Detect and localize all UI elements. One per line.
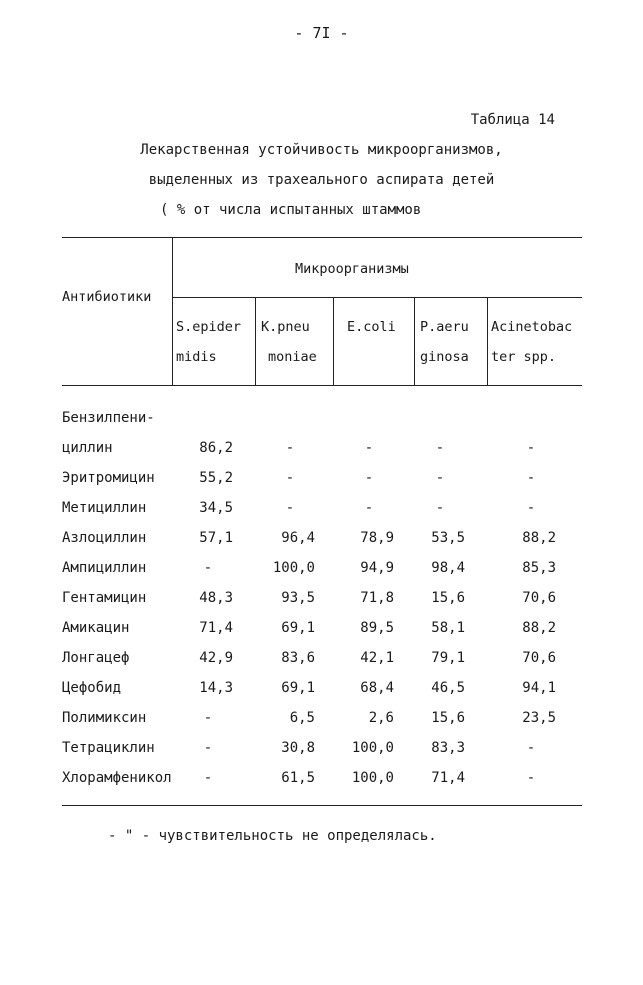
table-cell: 86,2 — [199, 440, 233, 456]
table-cell: 89,5 — [360, 620, 394, 636]
table-cell: - — [203, 710, 213, 726]
table-cell: - — [435, 470, 445, 486]
table-cell: 69,1 — [281, 680, 315, 696]
column-separator-4 — [487, 297, 488, 385]
table-cell: 93,5 — [281, 590, 315, 606]
table-caption-line-2: выделенных из трахеального аспирата детей — [148, 172, 495, 188]
table-cell: 85,3 — [522, 560, 556, 576]
table-cell: 69,1 — [281, 620, 315, 636]
table-cell: 88,2 — [522, 530, 556, 546]
table-cell: 68,4 — [360, 680, 394, 696]
table-cell: 100,0 — [351, 740, 394, 756]
table-cell: - — [364, 500, 374, 516]
row-name: Лонгацеф — [62, 650, 130, 666]
column-header-p-aeruginosa-line2: ginosa — [420, 349, 469, 365]
table-cell: 98,4 — [431, 560, 465, 576]
row-name: Амикацин — [62, 620, 130, 636]
table-cell: - — [526, 440, 536, 456]
table-cell: - — [364, 440, 374, 456]
table-cell: - — [435, 440, 445, 456]
table-cell: 100,0 — [272, 560, 315, 576]
column-separator-3 — [414, 297, 415, 385]
antibiotics-header: Антибиотики — [62, 289, 152, 305]
table-cell: 88,2 — [522, 620, 556, 636]
row-name: Хлорамфеникол — [62, 770, 172, 786]
table-cell: 83,6 — [281, 650, 315, 666]
column-separator-1 — [255, 297, 256, 385]
table-cell: 70,6 — [522, 650, 556, 666]
column-header-s-epidermidis-line2: midis — [176, 349, 217, 365]
table-cell: - — [203, 560, 213, 576]
header-mid-rule — [172, 297, 582, 298]
table-cell: - — [364, 470, 374, 486]
column-header-e-coli: E.coli — [347, 319, 396, 335]
row-name: Метициллин — [62, 500, 147, 516]
column-header-k-pneumoniae: K.pneu — [261, 319, 310, 335]
table-cell: 83,3 — [431, 740, 465, 756]
table-cell: 53,5 — [431, 530, 465, 546]
table-cell: - — [203, 740, 213, 756]
table-cell: - — [526, 740, 536, 756]
table-cell: 57,1 — [199, 530, 233, 546]
page-number: - 7I - — [294, 24, 349, 42]
table-cell: 42,9 — [199, 650, 233, 666]
microorganisms-header: Микроорганизмы — [295, 261, 409, 277]
table-cell: - — [526, 470, 536, 486]
table-cell: 15,6 — [431, 590, 465, 606]
table-cell: - — [285, 470, 295, 486]
table-cell: 79,1 — [431, 650, 465, 666]
table-cell: - — [203, 770, 213, 786]
row-name: Тетрациклин — [62, 740, 155, 756]
table-bottom-rule — [62, 805, 582, 806]
header-bottom-rule — [62, 385, 582, 386]
table-cell: 70,6 — [522, 590, 556, 606]
table-caption-line-1: Лекарственная устойчивость микроорганизмов, — [140, 142, 503, 158]
table-cell: 100,0 — [351, 770, 394, 786]
column-header-acinetobacter: Acinetobac — [491, 319, 573, 335]
row-name: Бензилпени- — [62, 410, 155, 426]
table-cell: - — [526, 770, 536, 786]
table-cell: 71,4 — [199, 620, 233, 636]
column-separator-2 — [333, 297, 334, 385]
table-cell: 94,1 — [522, 680, 556, 696]
table-cell: 71,4 — [431, 770, 465, 786]
footnote: - " - чувствительность не определялась. — [108, 828, 437, 844]
table-cell: - — [435, 500, 445, 516]
row-name: Ампициллин — [62, 560, 147, 576]
table-cell: 30,8 — [281, 740, 315, 756]
row-name: Полимиксин — [62, 710, 147, 726]
table-cell: 96,4 — [281, 530, 315, 546]
row-name: Гентамицин — [62, 590, 147, 606]
table-cell: 15,6 — [431, 710, 465, 726]
table-cell: 78,9 — [360, 530, 394, 546]
table-label: Таблица 14 — [470, 112, 555, 128]
table-cell: 2,6 — [368, 710, 394, 726]
row-name: циллин — [62, 440, 113, 456]
table-cell: 6,5 — [289, 710, 315, 726]
table-cell: 34,5 — [199, 500, 233, 516]
table-cell: 55,2 — [199, 470, 233, 486]
row-name: Эритромицин — [62, 470, 155, 486]
table-cell: 94,9 — [360, 560, 394, 576]
table-cell: - — [285, 440, 295, 456]
table-cell: 46,5 — [431, 680, 465, 696]
table-cell: 23,5 — [522, 710, 556, 726]
table-cell: 61,5 — [281, 770, 315, 786]
table-cell: 71,8 — [360, 590, 394, 606]
table-cell: 14,3 — [199, 680, 233, 696]
column-header-s-epidermidis: S.epider — [176, 319, 242, 335]
table-cell: 42,1 — [360, 650, 394, 666]
table-cell: - — [526, 500, 536, 516]
column-header-p-aeruginosa: P.aeru — [420, 319, 469, 335]
table-cell: 48,3 — [199, 590, 233, 606]
table-caption-line-3: ( % от числа испытанных штаммов — [160, 202, 422, 218]
row-name: Азлоциллин — [62, 530, 147, 546]
column-header-k-pneumoniae-line2: moniae — [268, 349, 317, 365]
row-name: Цефобид — [62, 680, 122, 696]
table-cell: 58,1 — [431, 620, 465, 636]
table-top-rule — [62, 237, 582, 238]
table-cell: - — [285, 500, 295, 516]
column-separator-antibiotics — [172, 237, 173, 385]
column-header-acinetobacter-line2: ter spp. — [491, 349, 557, 365]
